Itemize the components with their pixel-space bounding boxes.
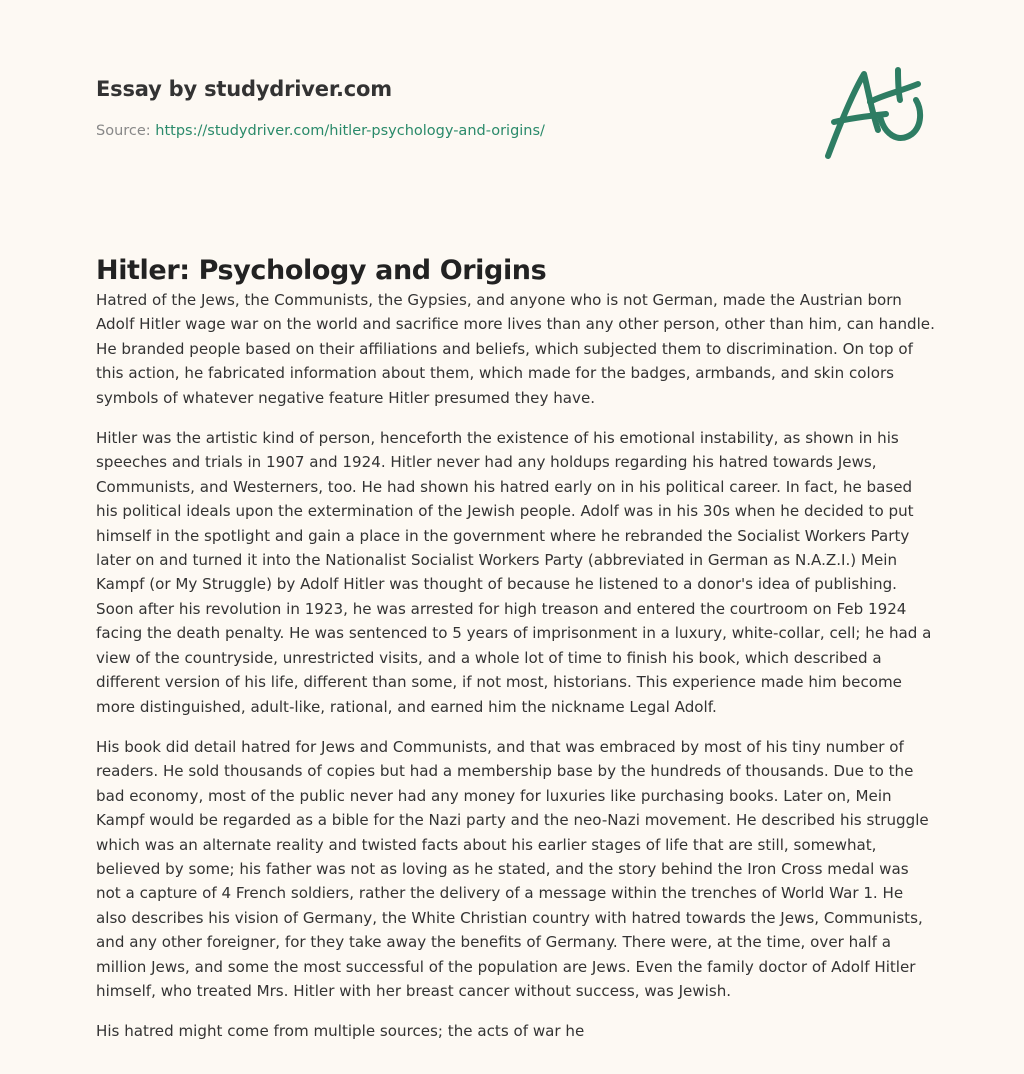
page-header: [0, 0, 1024, 220]
article-body: [96, 288, 936, 1060]
source-link[interactable]: https://studydriver.com/hitler-psychology-and-origins/: [155, 123, 545, 139]
paragraph: Hitler was the artistic kind of person, henceforth the existence of his emotional instability, as shown in his speeches and trials in 1907 and 1924. Hitler never had any holdups regarding his hatred towards Jews, Communists, and Westerners, too. He had shown his hatred early on in his political career. In fact, he based his political ideals upon the extermination of the Jewish people. Adolf was in his 30s when he decided to put himself in the spotlight and gain a place in the government where he rebranded the Socialist Workers Party later on and turned it into the Nationalist Socialist Workers Party (abbreviated in German as N.A.Z.I.) Mein Kampf (or My Struggle) by Adolf Hitler was thought of because he listened to a donor's idea of publishing. Soon after his revolution in 1923, he was arrested for high treason and entered the courtroom on Feb 1924 facing the death penalty. He was sentenced to 5 years of imprisonment in a luxury, white-collar, cell; he had a view of the countryside, unrestricted visits, and a whole lot of time to finish his book, which described a different version of his life, different than some, if not most, historians. This experience made him become more distinguished, adult-like, rational, and earned him the nickname Legal Adolf.: [96, 429, 932, 716]
a-plus-logo-icon: [818, 64, 938, 168]
source-line: [96, 123, 545, 139]
source-label: Source:: [96, 123, 151, 139]
paragraph: His book did detail hatred for Jews and Communists, and that was embraced by most of his tiny number of readers. He sold thousands of copies but had a membership base by the hundreds of thousands. Due to the bad economy, most of the public never had any money for luxuries like purchasing books. Later on, Mein Kampf would be regarded as a bible for the Nazi party and the neo-Nazi movement. He described his struggle which was an alternate reality and twisted facts about his earlier stages of life that are still, somewhat, believed by some; his father was not as loving as he stated, and the story behind the Iron Cross medal was not a capture of 4 French soldiers, rather the delivery of a message within the trenches of World War 1. He also describes his vision of Germany, the White Christian country with hatred towards the Jews, Communists, and any other foreigner, for they take away the benefits of Germany. There were, at the time, over half a million Jews, and some the most successful of the population are Jews. Even the family doctor of Adolf Hitler himself, who treated Mrs. Hitler with her breast cancer without success, was Jewish.: [96, 737, 929, 1000]
paragraph: Hatred of the Jews, the Communists, the Gypsies, and anyone who is not German, made the Austrian born Adolf Hitler wage war on the world and sacrifice more lives than any other person, other than him, can handle. He branded people based on their affiliations and beliefs, which subjected them to discrimination. On top of this action, he fabricated information about them, which made for the badges, armbands, and skin colors symbols of whatever negative feature Hitler presumed they have.: [96, 291, 935, 407]
brand-title: Essay by studydriver.com: [96, 77, 392, 101]
paragraph: His hatred might come from multiple sources; the acts of war he: [96, 1022, 585, 1041]
article-title: Hitler: Psychology and Origins: [96, 255, 547, 286]
